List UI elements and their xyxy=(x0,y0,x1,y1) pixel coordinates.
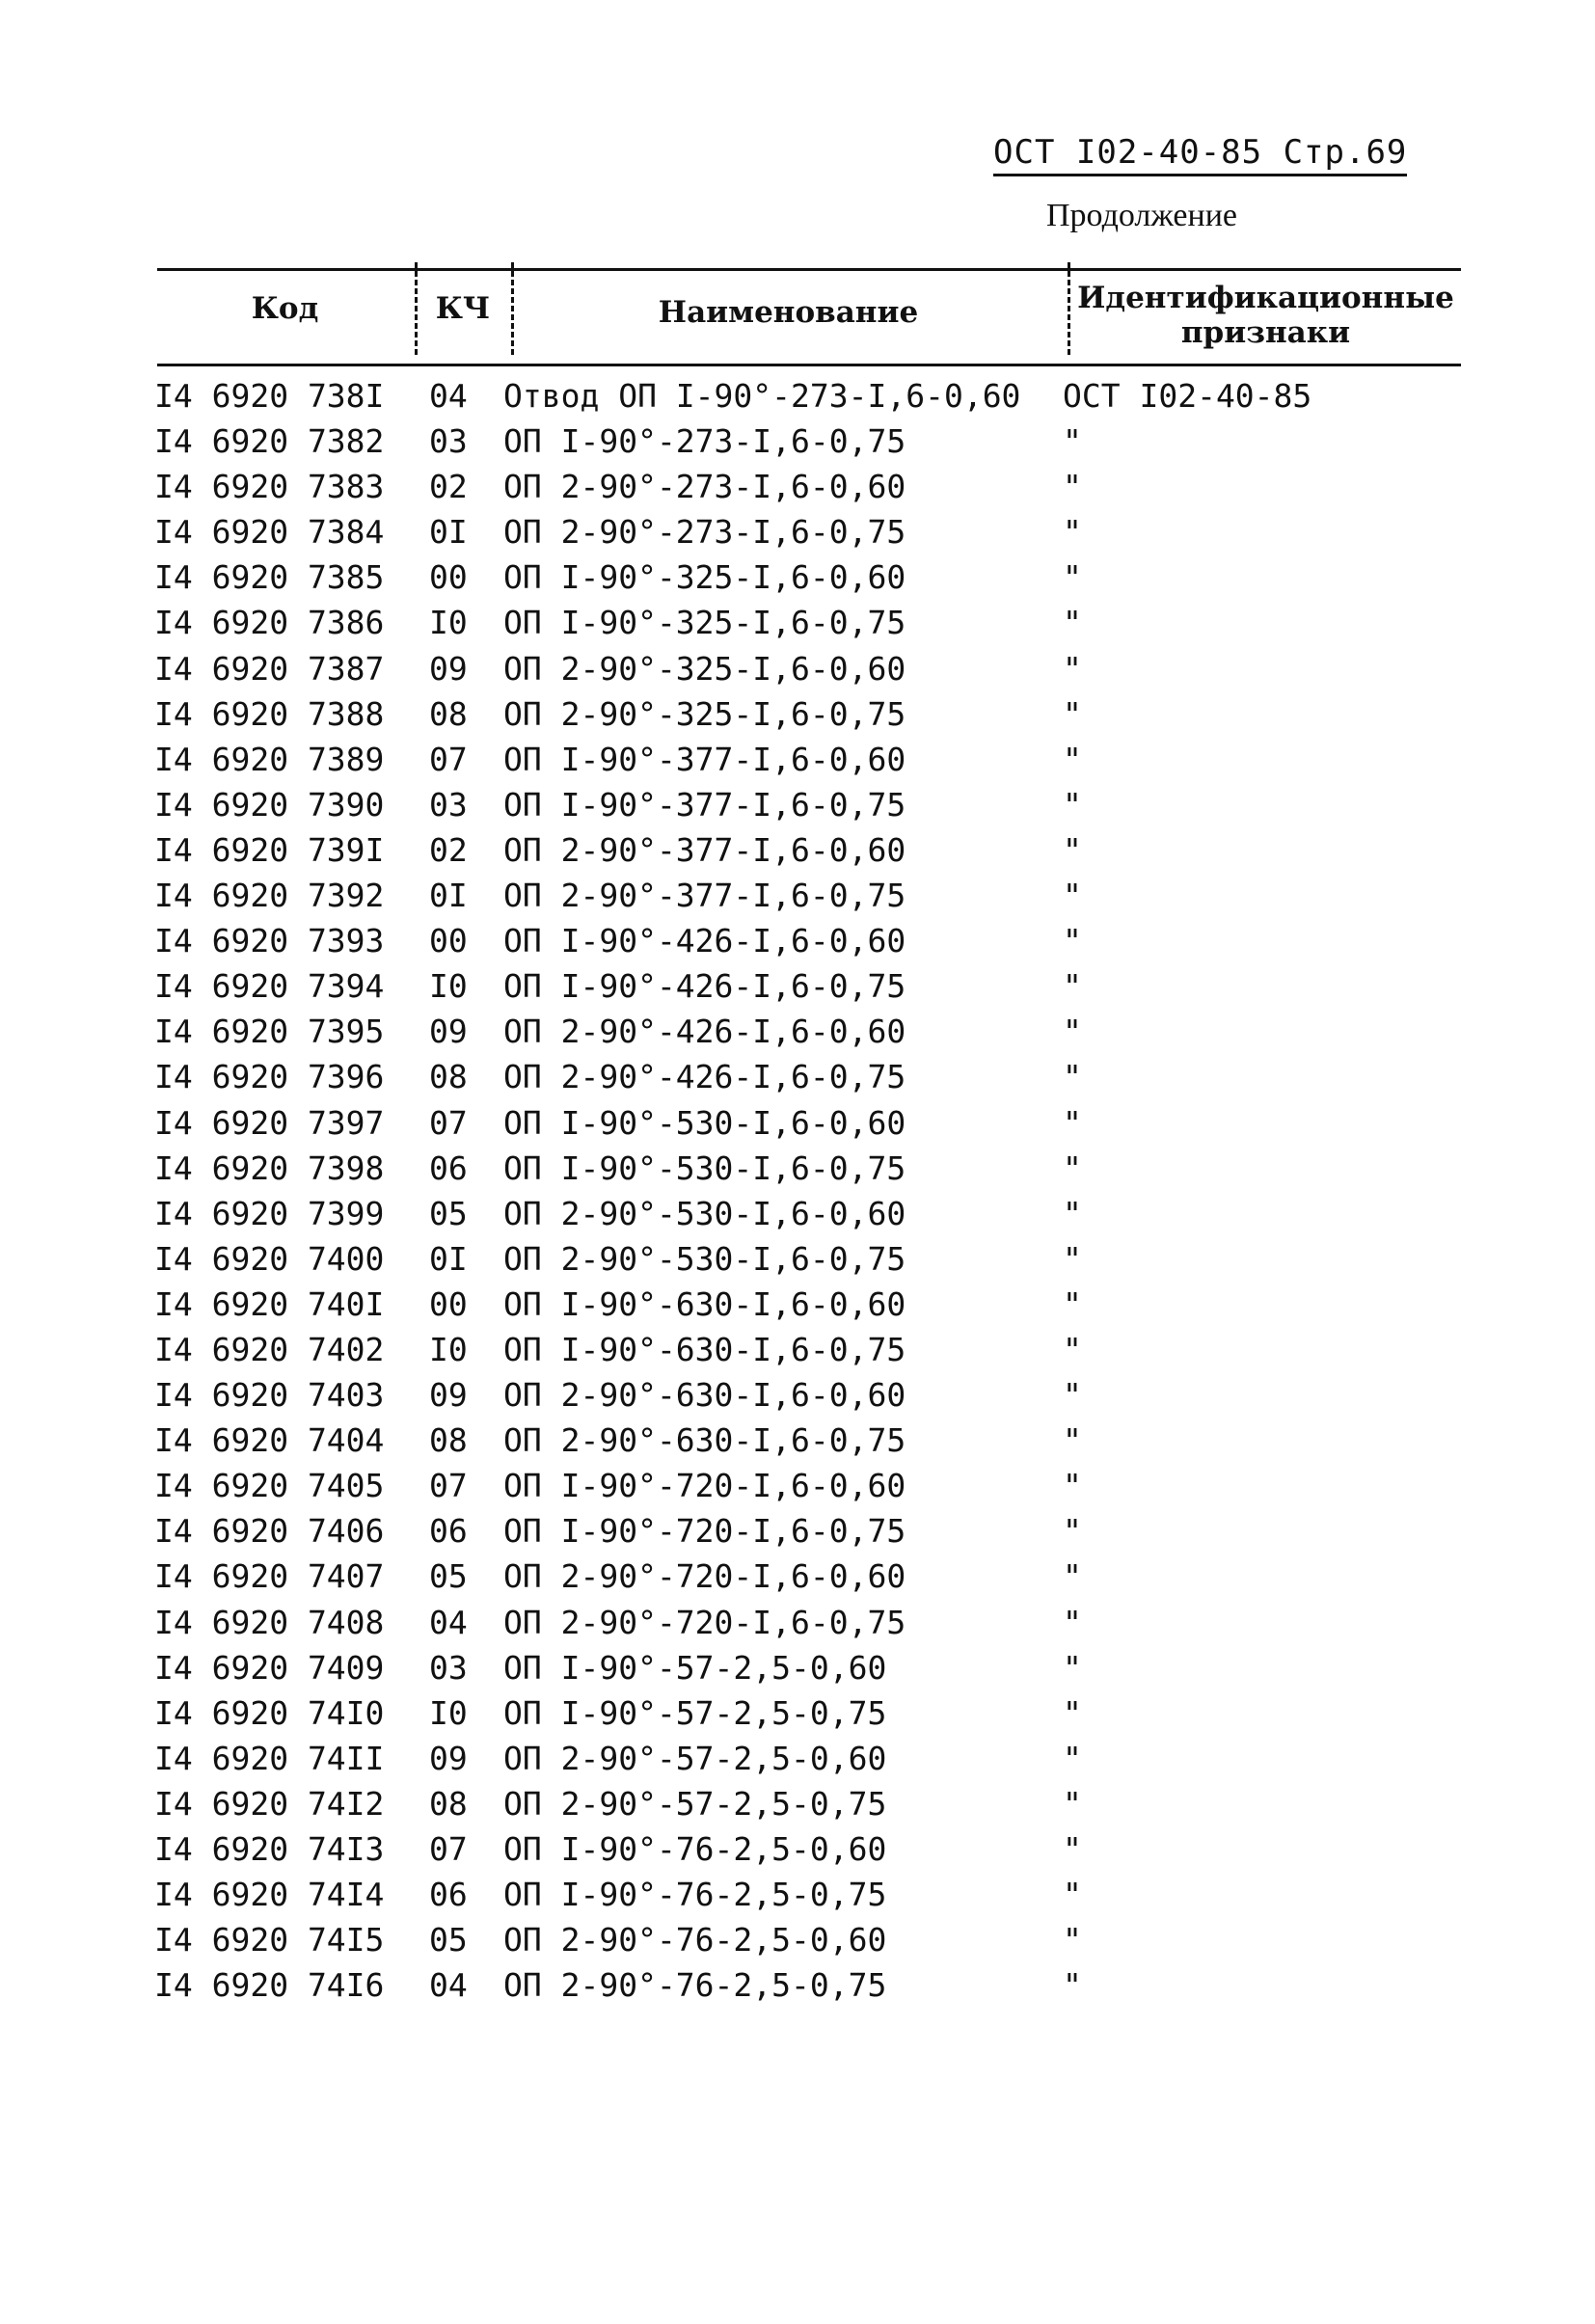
cell-code: I4 6920 74I4 xyxy=(154,1876,385,1914)
cell-name: ОП 2-90°-325-I,6-0,60 xyxy=(503,649,906,688)
table-row xyxy=(0,1372,1595,1418)
table-row xyxy=(0,1554,1595,1599)
cell-code: I4 6920 7390 xyxy=(154,785,385,824)
table-row xyxy=(0,782,1595,827)
cell-name: ОП I-90°-57-2,5-0,60 xyxy=(503,1648,887,1687)
continuation-label: Продолжение xyxy=(1046,198,1238,233)
cell-name: ОП I-90°-426-I,6-0,75 xyxy=(503,967,906,1006)
table-row xyxy=(0,1781,1595,1826)
table-row xyxy=(0,1690,1595,1736)
cell-code: I4 6920 7392 xyxy=(154,877,385,915)
cell-code: I4 6920 7408 xyxy=(154,1603,385,1641)
table-row xyxy=(0,737,1595,782)
cell-kch: 09 xyxy=(429,649,468,688)
cell-kch: I0 xyxy=(429,604,468,642)
cell-name: ОП 2-90°-530-I,6-0,60 xyxy=(503,1194,906,1232)
cell-name: Отвод ОП I-90°-273-I,6-0,60 xyxy=(503,377,1021,415)
cell-name: ОП 2-90°-426-I,6-0,75 xyxy=(503,1058,906,1096)
cell-kch: 07 xyxy=(429,1830,468,1868)
table-row xyxy=(0,1962,1595,2008)
table-row xyxy=(0,1191,1595,1236)
cell-kch: 0I xyxy=(429,1239,468,1278)
cell-kch: 08 xyxy=(429,694,468,733)
cell-code: I4 6920 7385 xyxy=(154,558,385,597)
cell-ident: " xyxy=(1063,1876,1082,1914)
cell-ident: " xyxy=(1063,967,1082,1006)
table-row xyxy=(0,464,1595,509)
cell-name: ОП 2-90°-720-I,6-0,75 xyxy=(503,1603,906,1641)
cell-name: ОП I-90°-76-2,5-0,60 xyxy=(503,1830,887,1868)
cell-code: I4 6920 7382 xyxy=(154,422,385,461)
cell-code: I4 6920 7396 xyxy=(154,1058,385,1096)
cell-code: I4 6920 7394 xyxy=(154,967,385,1006)
cell-kch: 04 xyxy=(429,377,468,415)
cell-code: I4 6920 7384 xyxy=(154,513,385,552)
table-row xyxy=(0,1645,1595,1690)
cell-kch: 0I xyxy=(429,877,468,915)
table-row xyxy=(0,963,1595,1009)
cell-code: I4 6920 7383 xyxy=(154,468,385,506)
cell-code: I4 6920 7406 xyxy=(154,1512,385,1551)
cell-code: I4 6920 740I xyxy=(154,1284,385,1323)
table-row xyxy=(0,554,1595,600)
cell-ident: " xyxy=(1063,694,1082,733)
table-row xyxy=(0,373,1595,419)
cell-name: ОП I-90°-377-I,6-0,75 xyxy=(503,785,906,824)
cell-kch: 09 xyxy=(429,1739,468,1777)
cell-ident: " xyxy=(1063,422,1082,461)
cell-ident: " xyxy=(1063,1421,1082,1460)
cell-code: I4 6920 7402 xyxy=(154,1330,385,1368)
cell-name: ОП I-90°-530-I,6-0,75 xyxy=(503,1148,906,1187)
cell-name: ОП I-90°-720-I,6-0,60 xyxy=(503,1467,906,1505)
cell-ident: " xyxy=(1063,830,1082,869)
table-row xyxy=(0,1054,1595,1099)
cell-ident: " xyxy=(1063,1376,1082,1415)
cell-ident: " xyxy=(1063,1194,1082,1232)
cell-ident: " xyxy=(1063,1784,1082,1823)
table-row xyxy=(0,691,1595,737)
cell-name: ОП 2-90°-630-I,6-0,60 xyxy=(503,1376,906,1415)
cell-name: ОП I-90°-530-I,6-0,60 xyxy=(503,1103,906,1142)
cell-ident: " xyxy=(1063,1512,1082,1551)
table-row xyxy=(0,419,1595,464)
cell-name: ОП 2-90°-530-I,6-0,75 xyxy=(503,1239,906,1278)
cell-ident: " xyxy=(1063,468,1082,506)
cell-name: ОП I-90°-426-I,6-0,60 xyxy=(503,922,906,960)
cell-kch: 09 xyxy=(429,1013,468,1051)
cell-ident: " xyxy=(1063,513,1082,552)
cell-code: I4 6920 7403 xyxy=(154,1376,385,1415)
cell-name: ОП I-90°-377-I,6-0,60 xyxy=(503,740,906,778)
cell-code: I4 6920 7388 xyxy=(154,694,385,733)
table-row xyxy=(0,1327,1595,1372)
table-top-rule xyxy=(157,268,1461,271)
cell-name: ОП 2-90°-57-2,5-0,60 xyxy=(503,1739,887,1777)
cell-kch: 07 xyxy=(429,1103,468,1142)
cell-code: I4 6920 7397 xyxy=(154,1103,385,1142)
cell-kch: 08 xyxy=(429,1421,468,1460)
cell-kch: 02 xyxy=(429,830,468,869)
cell-ident: " xyxy=(1063,1648,1082,1687)
cell-name: ОП I-90°-57-2,5-0,75 xyxy=(503,1693,887,1732)
cell-kch: 00 xyxy=(429,1284,468,1323)
cell-ident: " xyxy=(1063,1603,1082,1641)
table-row xyxy=(0,873,1595,918)
cell-kch: 06 xyxy=(429,1876,468,1914)
cell-name: ОП 2-90°-325-I,6-0,75 xyxy=(503,694,906,733)
cell-kch: 03 xyxy=(429,785,468,824)
cell-ident: " xyxy=(1063,1921,1082,1959)
table-body xyxy=(0,373,1595,2008)
table-row xyxy=(0,1463,1595,1508)
cell-kch: 06 xyxy=(429,1512,468,1551)
cell-name: ОП 2-90°-57-2,5-0,75 xyxy=(503,1784,887,1823)
cell-kch: 0I xyxy=(429,513,468,552)
cell-name: ОП I-90°-630-I,6-0,75 xyxy=(503,1330,906,1368)
cell-ident: " xyxy=(1063,649,1082,688)
cell-ident: " xyxy=(1063,740,1082,778)
cell-name: ОП 2-90°-76-2,5-0,75 xyxy=(503,1966,887,2005)
cell-kch: 02 xyxy=(429,468,468,506)
table-row xyxy=(0,1600,1595,1645)
table-row xyxy=(0,918,1595,963)
column-header-ident: Идентификационные признаки xyxy=(1077,281,1454,350)
cell-code: I4 6920 74I6 xyxy=(154,1966,385,2005)
cell-kch: 08 xyxy=(429,1784,468,1823)
cell-ident: " xyxy=(1063,1830,1082,1868)
table-row xyxy=(0,1917,1595,1962)
cell-code: I4 6920 74II xyxy=(154,1739,385,1777)
cell-ident: " xyxy=(1063,1013,1082,1051)
table-row xyxy=(0,1508,1595,1554)
cell-name: ОП 2-90°-273-I,6-0,75 xyxy=(503,513,906,552)
cell-code: I4 6920 739I xyxy=(154,830,385,869)
cell-name: ОП I-90°-325-I,6-0,60 xyxy=(503,558,906,597)
cell-ident: " xyxy=(1063,1330,1082,1368)
cell-name: ОП 2-90°-426-I,6-0,60 xyxy=(503,1013,906,1051)
cell-code: I4 6920 7407 xyxy=(154,1557,385,1596)
cell-name: ОП I-90°-720-I,6-0,75 xyxy=(503,1512,906,1551)
table-row xyxy=(0,1418,1595,1463)
cell-code: I4 6920 738I xyxy=(154,377,385,415)
table-row xyxy=(0,1100,1595,1146)
cell-code: I4 6920 7404 xyxy=(154,1421,385,1460)
column-header-kch: КЧ xyxy=(435,291,491,326)
cell-code: I4 6920 7399 xyxy=(154,1194,385,1232)
cell-ident: " xyxy=(1063,1284,1082,1323)
cell-kch: 00 xyxy=(429,922,468,960)
cell-name: ОП 2-90°-273-I,6-0,60 xyxy=(503,468,906,506)
cell-kch: 09 xyxy=(429,1376,468,1415)
document-reference: ОСТ I02-40-85 Стр.69 xyxy=(993,133,1407,176)
table-row xyxy=(0,1826,1595,1872)
cell-code: I4 6920 7393 xyxy=(154,922,385,960)
cell-name: ОП 2-90°-377-I,6-0,75 xyxy=(503,877,906,915)
cell-name: ОП 2-90°-76-2,5-0,60 xyxy=(503,1921,887,1959)
cell-code: I4 6920 74I0 xyxy=(154,1693,385,1732)
cell-ident: " xyxy=(1063,1148,1082,1187)
cell-kch: 03 xyxy=(429,1648,468,1687)
cell-code: I4 6920 7386 xyxy=(154,604,385,642)
cell-ident: " xyxy=(1063,1058,1082,1096)
table-row xyxy=(0,1736,1595,1781)
cell-name: ОП I-90°-76-2,5-0,75 xyxy=(503,1876,887,1914)
cell-kch: 07 xyxy=(429,1467,468,1505)
cell-code: I4 6920 74I3 xyxy=(154,1830,385,1868)
cell-ident: " xyxy=(1063,558,1082,597)
cell-ident: " xyxy=(1063,1966,1082,2005)
table-row xyxy=(0,600,1595,645)
cell-ident: " xyxy=(1063,604,1082,642)
cell-code: I4 6920 74I2 xyxy=(154,1784,385,1823)
cell-ident: ОСТ I02-40-85 xyxy=(1063,377,1312,415)
cell-kch: 08 xyxy=(429,1058,468,1096)
table-row xyxy=(0,509,1595,554)
table-row xyxy=(0,1872,1595,1917)
cell-code: I4 6920 7400 xyxy=(154,1239,385,1278)
cell-kch: 04 xyxy=(429,1966,468,2005)
cell-code: I4 6920 7409 xyxy=(154,1648,385,1687)
cell-code: I4 6920 7398 xyxy=(154,1148,385,1187)
cell-kch: 05 xyxy=(429,1194,468,1232)
column-separator xyxy=(511,262,514,355)
table-row xyxy=(0,1282,1595,1327)
table-row xyxy=(0,646,1595,691)
cell-ident: " xyxy=(1063,1693,1082,1732)
cell-kch: I0 xyxy=(429,967,468,1006)
cell-kch: 06 xyxy=(429,1148,468,1187)
cell-code: I4 6920 74I5 xyxy=(154,1921,385,1959)
table-row xyxy=(0,827,1595,873)
cell-ident: " xyxy=(1063,785,1082,824)
cell-kch: 05 xyxy=(429,1557,468,1596)
table-row xyxy=(0,1009,1595,1054)
cell-kch: I0 xyxy=(429,1693,468,1732)
cell-kch: 03 xyxy=(429,422,468,461)
cell-code: I4 6920 7387 xyxy=(154,649,385,688)
cell-name: ОП I-90°-325-I,6-0,75 xyxy=(503,604,906,642)
cell-code: I4 6920 7389 xyxy=(154,740,385,778)
cell-code: I4 6920 7405 xyxy=(154,1467,385,1505)
cell-name: ОП 2-90°-630-I,6-0,75 xyxy=(503,1421,906,1460)
cell-kch: 05 xyxy=(429,1921,468,1959)
cell-name: ОП 2-90°-377-I,6-0,60 xyxy=(503,830,906,869)
column-header-code: Код xyxy=(251,291,319,326)
cell-ident: " xyxy=(1063,1239,1082,1278)
cell-ident: " xyxy=(1063,877,1082,915)
table-header-rule xyxy=(157,364,1461,366)
cell-code: I4 6920 7395 xyxy=(154,1013,385,1051)
cell-ident: " xyxy=(1063,1557,1082,1596)
cell-kch: 04 xyxy=(429,1603,468,1641)
cell-ident: " xyxy=(1063,922,1082,960)
table-row xyxy=(0,1236,1595,1282)
cell-ident: " xyxy=(1063,1739,1082,1777)
cell-name: ОП 2-90°-720-I,6-0,60 xyxy=(503,1557,906,1596)
cell-name: ОП I-90°-630-I,6-0,60 xyxy=(503,1284,906,1323)
cell-name: ОП I-90°-273-I,6-0,75 xyxy=(503,422,906,461)
table-row xyxy=(0,1146,1595,1191)
cell-ident: " xyxy=(1063,1467,1082,1505)
cell-kch: 00 xyxy=(429,558,468,597)
cell-kch: 07 xyxy=(429,740,468,778)
cell-kch: I0 xyxy=(429,1330,468,1368)
cell-ident: " xyxy=(1063,1103,1082,1142)
column-header-name: Наименование xyxy=(658,295,919,330)
